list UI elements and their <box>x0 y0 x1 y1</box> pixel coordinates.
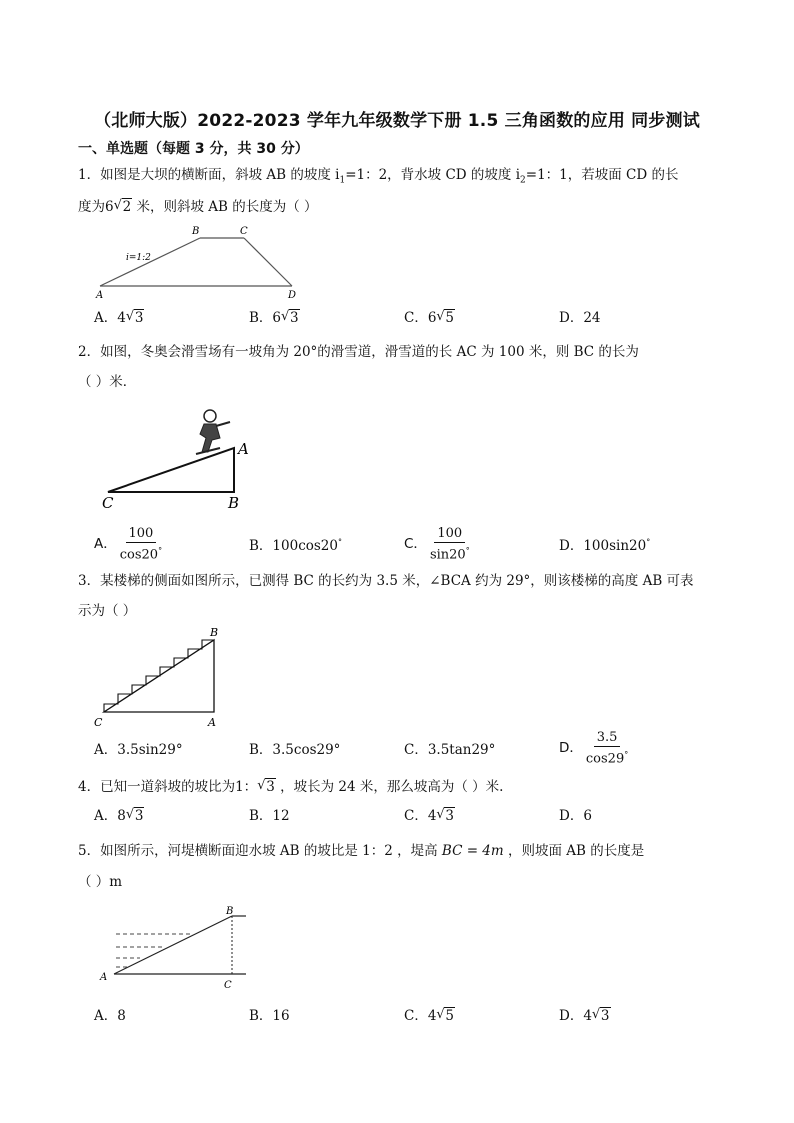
slope-triangle <box>108 448 234 492</box>
embankment-figure <box>96 904 256 994</box>
question-5-options <box>94 1004 734 1034</box>
option-c[interactable]: C． $\frac{100}{\sin 20^\circ}$ <box>404 526 470 563</box>
question-5-line-1: 5．如图所示，河堤横断面迎水坡 AB 的坡比是 1：2 ，堤高 BC = 4m ，则坡面 AB 的长度是 <box>78 843 645 859</box>
page-title: （北师大版）2022-2023 学年九年级数学下册 1.5 三角函数的应用 同步测试 <box>94 111 700 131</box>
label-b: B <box>228 494 240 512</box>
staircase-figure <box>92 624 232 730</box>
label-b: B <box>210 626 219 639</box>
option-b[interactable]: B．100cos20° <box>249 537 342 554</box>
option-d[interactable]: D．100sin20° <box>559 537 651 554</box>
sqrt-symbol: √ 2 <box>114 192 133 222</box>
section-heading: 一、单选题（每题 3 分，共 30 分） <box>78 141 309 157</box>
option-b[interactable]: B．12 <box>249 808 290 824</box>
dam-cross-section-figure <box>92 224 312 304</box>
option-a[interactable]: A．3.5sin29° <box>94 742 183 758</box>
option-b[interactable]: B．16 <box>249 1008 290 1024</box>
label-c: C <box>94 716 103 729</box>
option-b[interactable]: B．3.5cos29° <box>249 742 341 758</box>
ski-slope-figure <box>98 404 258 514</box>
question-1-options <box>94 306 734 336</box>
question-3-line-2: 示为（ ） <box>78 603 137 619</box>
question-4-options <box>94 804 734 834</box>
label-a: A <box>96 290 104 301</box>
option-c[interactable]: C．4√ 3 <box>404 804 455 824</box>
option-b[interactable]: B．6√ 3 <box>249 306 300 326</box>
label-a: A <box>238 440 249 458</box>
option-d[interactable]: D．4√ 3 <box>559 1004 611 1024</box>
label-c: C <box>102 494 114 512</box>
label-b: B <box>192 226 200 237</box>
option-d[interactable]: D． $\frac{3.5}{\cos 29^\circ}$ <box>559 730 629 767</box>
question-3-line-1: 3．某楼梯的侧面如图所示，已测得 BC 的长约为 3.5 米，∠BCA 约为 29°，则该楼梯的高度 AB 可表 <box>78 573 694 589</box>
label-c: C <box>240 226 248 237</box>
slope-ab <box>114 916 232 974</box>
label-a: A <box>208 716 216 729</box>
question-2-line-1: 2．如图，冬奥会滑雪场有一坡角为 20°的滑雪道，滑雪道的长 AC 为 100 米，则 BC 的长为 <box>78 344 639 360</box>
slope-label: i=1:2 <box>126 253 151 263</box>
label-b: B <box>226 906 234 917</box>
label-d: D <box>288 290 297 301</box>
sqrt-symbol: √ 3 <box>257 772 276 802</box>
slope-cd <box>244 238 292 286</box>
option-a[interactable]: A．4√ 3 <box>94 306 144 326</box>
option-d[interactable]: D．6 <box>559 808 592 824</box>
question-2-options <box>94 526 734 563</box>
question-5-line-2: （ ）m <box>78 874 123 890</box>
option-c[interactable]: C．6√ 5 <box>404 306 455 326</box>
option-c[interactable]: C．3.5tan29° <box>404 742 496 758</box>
label-a: A <box>100 972 108 983</box>
question-1-line-2: 度为6√ 2 米，则斜坡 AB 的长度为（ ） <box>78 192 318 222</box>
option-a[interactable]: A．8 <box>94 1008 126 1024</box>
skier-icon <box>196 410 230 454</box>
question-4-line-1: 4．已知一道斜坡的坡比为1：√ 3 ，坡长为 24 米，那么坡高为（ ）米. <box>78 772 503 802</box>
option-c[interactable]: C．4√ 5 <box>404 1004 455 1024</box>
option-d[interactable]: D．24 <box>559 310 601 326</box>
label-c: C <box>224 980 232 991</box>
question-1-line-1: 1．如图是大坝的横断面，斜坡 AB 的坡度 $i_1=1$：2，背水坡 CD 的坡度 $i_2=1$：1，若坡面 CD 的长 <box>78 167 679 186</box>
option-a[interactable]: A．8√ 3 <box>94 804 144 824</box>
question-3-options <box>94 730 734 768</box>
question-2-line-2: （ ）米． <box>78 374 137 390</box>
option-a[interactable]: A． $\frac{100}{\cos 20^\circ}$ <box>94 526 163 563</box>
